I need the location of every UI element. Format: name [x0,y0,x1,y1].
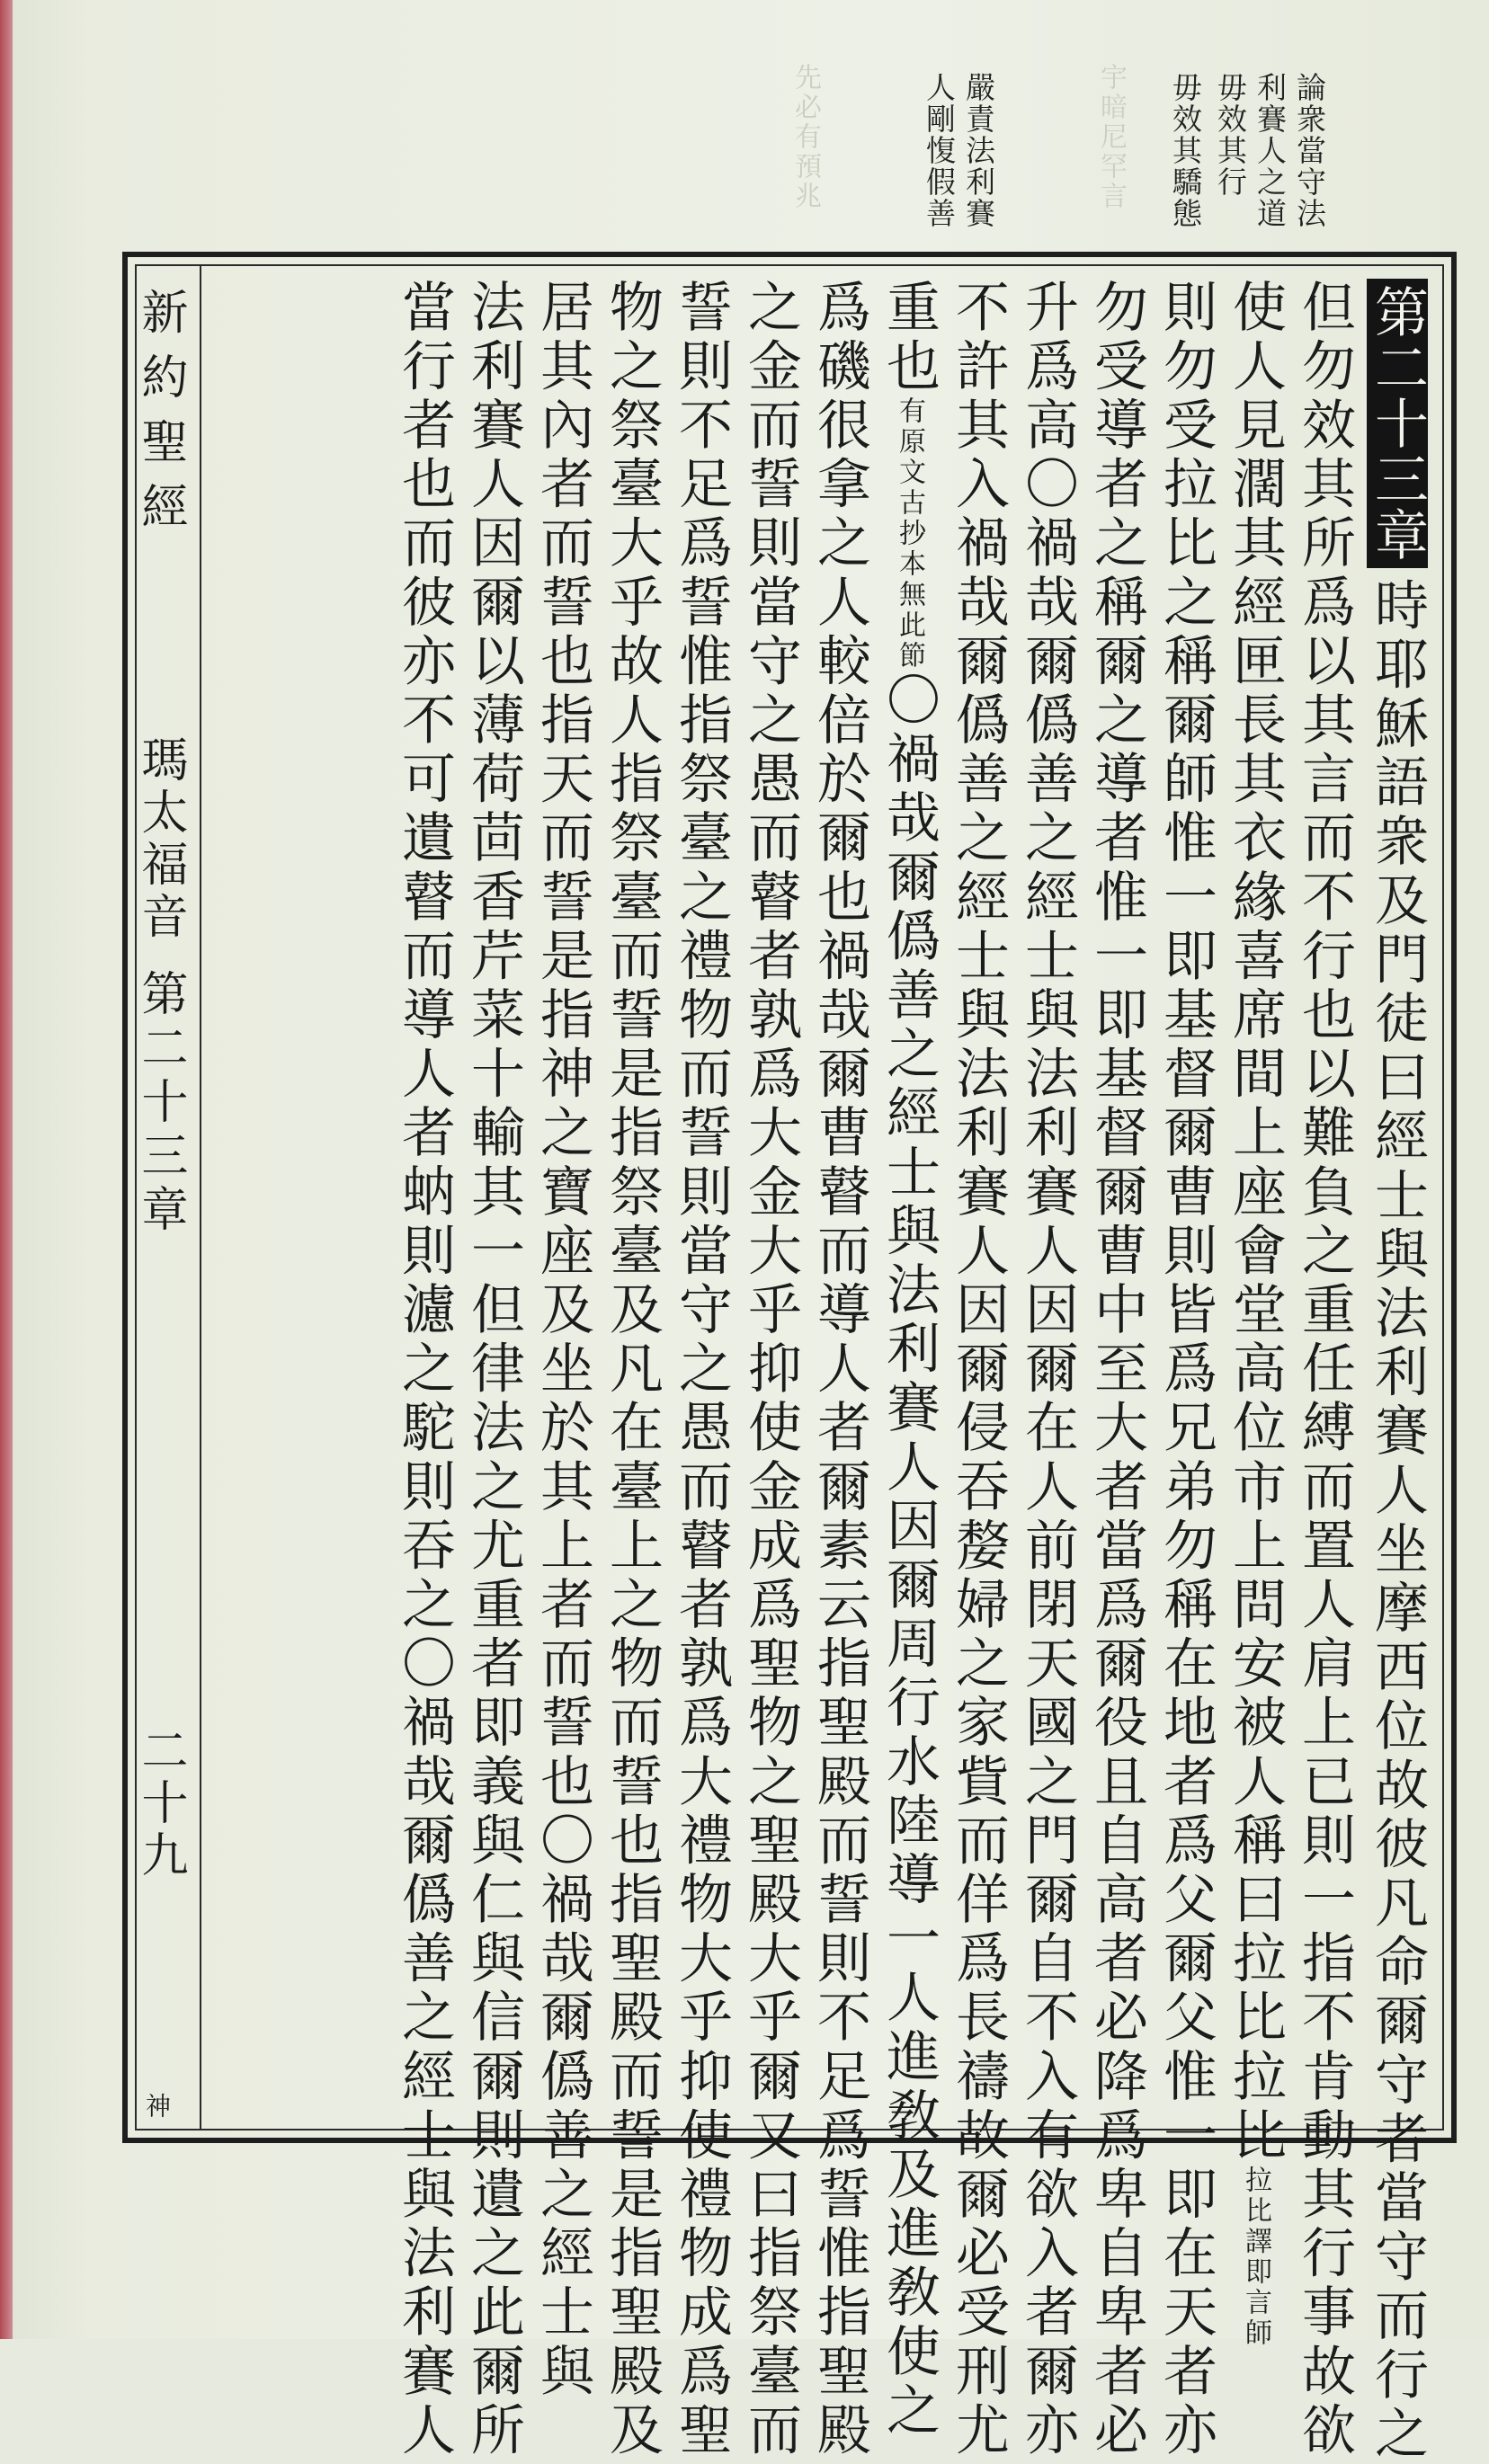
column-text: 當行者也而彼亦不可遺瞽而導人者蚋則濾之駝則吞之〇禍哉爾僞善之經士與法利賽人 [393,279,456,2461]
show-through-text: 宇暗尼罕言 [1095,63,1127,211]
text-column-8 [878,279,941,2442]
text-column-10 [739,279,802,2461]
text-column-12 [601,279,664,2461]
running-header-book: 新約聖經 [133,288,187,547]
margin-note: 人剛愎假善 [922,72,957,229]
textual-note: 有原文古抄本無此節 [894,396,925,672]
margin-note: 論衆當守法 [1292,72,1327,229]
text-column-15 [393,279,456,2461]
text-column-9 [808,279,871,2461]
text-column-2 [1293,279,1356,2461]
chapter-heading: 第二十三章 [1367,279,1428,568]
column-text: 則勿受拉比之稱爾師惟一即基督爾曹則皆爲兄弟勿稱在地者爲父爾父惟一即在天者亦 [1155,279,1217,2461]
text-column-14 [462,279,525,2461]
header-rule [200,264,201,2130]
margin-note: 嚴責法利賽 [961,72,996,229]
column-text: 勿受導者之稱爾之導者惟一即基督爾曹中至大者當爲爾役且自高者必降爲卑自卑者必 [1085,279,1148,2461]
column-text: 重也 [878,279,941,397]
column-text: 使人見濶其經匣長其衣緣喜席間上座會堂高位市上問安被人稱曰拉比拉比 [1224,279,1287,2166]
text-column-4 [1155,279,1217,2461]
rabbi-note: 拉比譯即言師 [1240,2166,1271,2350]
page-number: 二十九 [133,1726,187,1882]
column-text: 爲磯很拿之人較倍於爾也禍哉爾曹瞽而導人者爾素云指聖殿而誓則不足爲誓惟指聖殿 [808,279,871,2461]
book-edge [0,0,13,2339]
running-header-chapter: 第二十三章 [133,969,187,1239]
column-text: 物之祭臺大乎故人指祭臺而誓是指祭臺及凡在臺上之物而誓也指聖殿而誓是指聖殿及 [601,279,664,2461]
text-column-6 [1016,279,1079,2461]
margin-note: 利賽人之道 [1253,72,1288,229]
text-column-1 [1367,279,1428,2464]
show-through-text: 先必有預兆 [789,63,821,211]
text-column-11 [670,279,733,2461]
column-text: 〇禍哉爾僞善之經士與法利賽人因爾周行水陸導一人進敎及進敎使之 [878,672,941,2442]
printer-signature: 神 [142,2093,172,2118]
column-text: 時耶穌語衆及門徒曰經士與法利賽人坐摩西位故彼凡命爾守者當守而行之 [1366,577,1429,2464]
column-text: 居其內者而誓也指天而誓是指神之寶座及坐於其上者而誓也〇禍哉爾僞善之經士與 [531,279,594,2402]
column-text: 之金而誓則當守之愚而瞽者孰爲大金大乎抑使金成爲聖物之聖殿大乎爾又曰指祭臺而 [739,279,802,2461]
margin-note: 毋效其驕態 [1168,72,1203,229]
text-column-13 [531,279,594,2402]
column-text: 但勿效其所爲以其言而不行也以難負之重任縛而置人肩上已則一指不肯動其行事故欲 [1293,279,1356,2461]
text-column-5 [1085,279,1148,2461]
column-text: 誓則不足爲誓惟指祭臺之禮物而誓則當守之愚而瞽者孰爲大禮物大乎抑使禮物成爲聖 [670,279,733,2461]
margin-note: 毋效其行 [1213,72,1248,198]
column-text: 法利賽人因爾以薄荷茴香芹菜十輸其一但律法之尤重者即義與仁與信爾則遺之此爾所 [462,279,525,2461]
text-column-3 [1224,279,1287,2350]
column-text: 不許其入禍哉爾僞善之經士與法利賽人因爾侵吞嫠婦之家貲而佯爲長禱故爾必受刑尤 [947,279,1010,2461]
column-text: 升爲高〇禍哉爾僞善之經士與法利賽人因爾在人前閉天國之門爾自不入有欲入者爾亦 [1016,279,1079,2461]
text-column-7 [947,279,1010,2461]
running-header-gospel: 瑪太福音 [133,735,187,944]
